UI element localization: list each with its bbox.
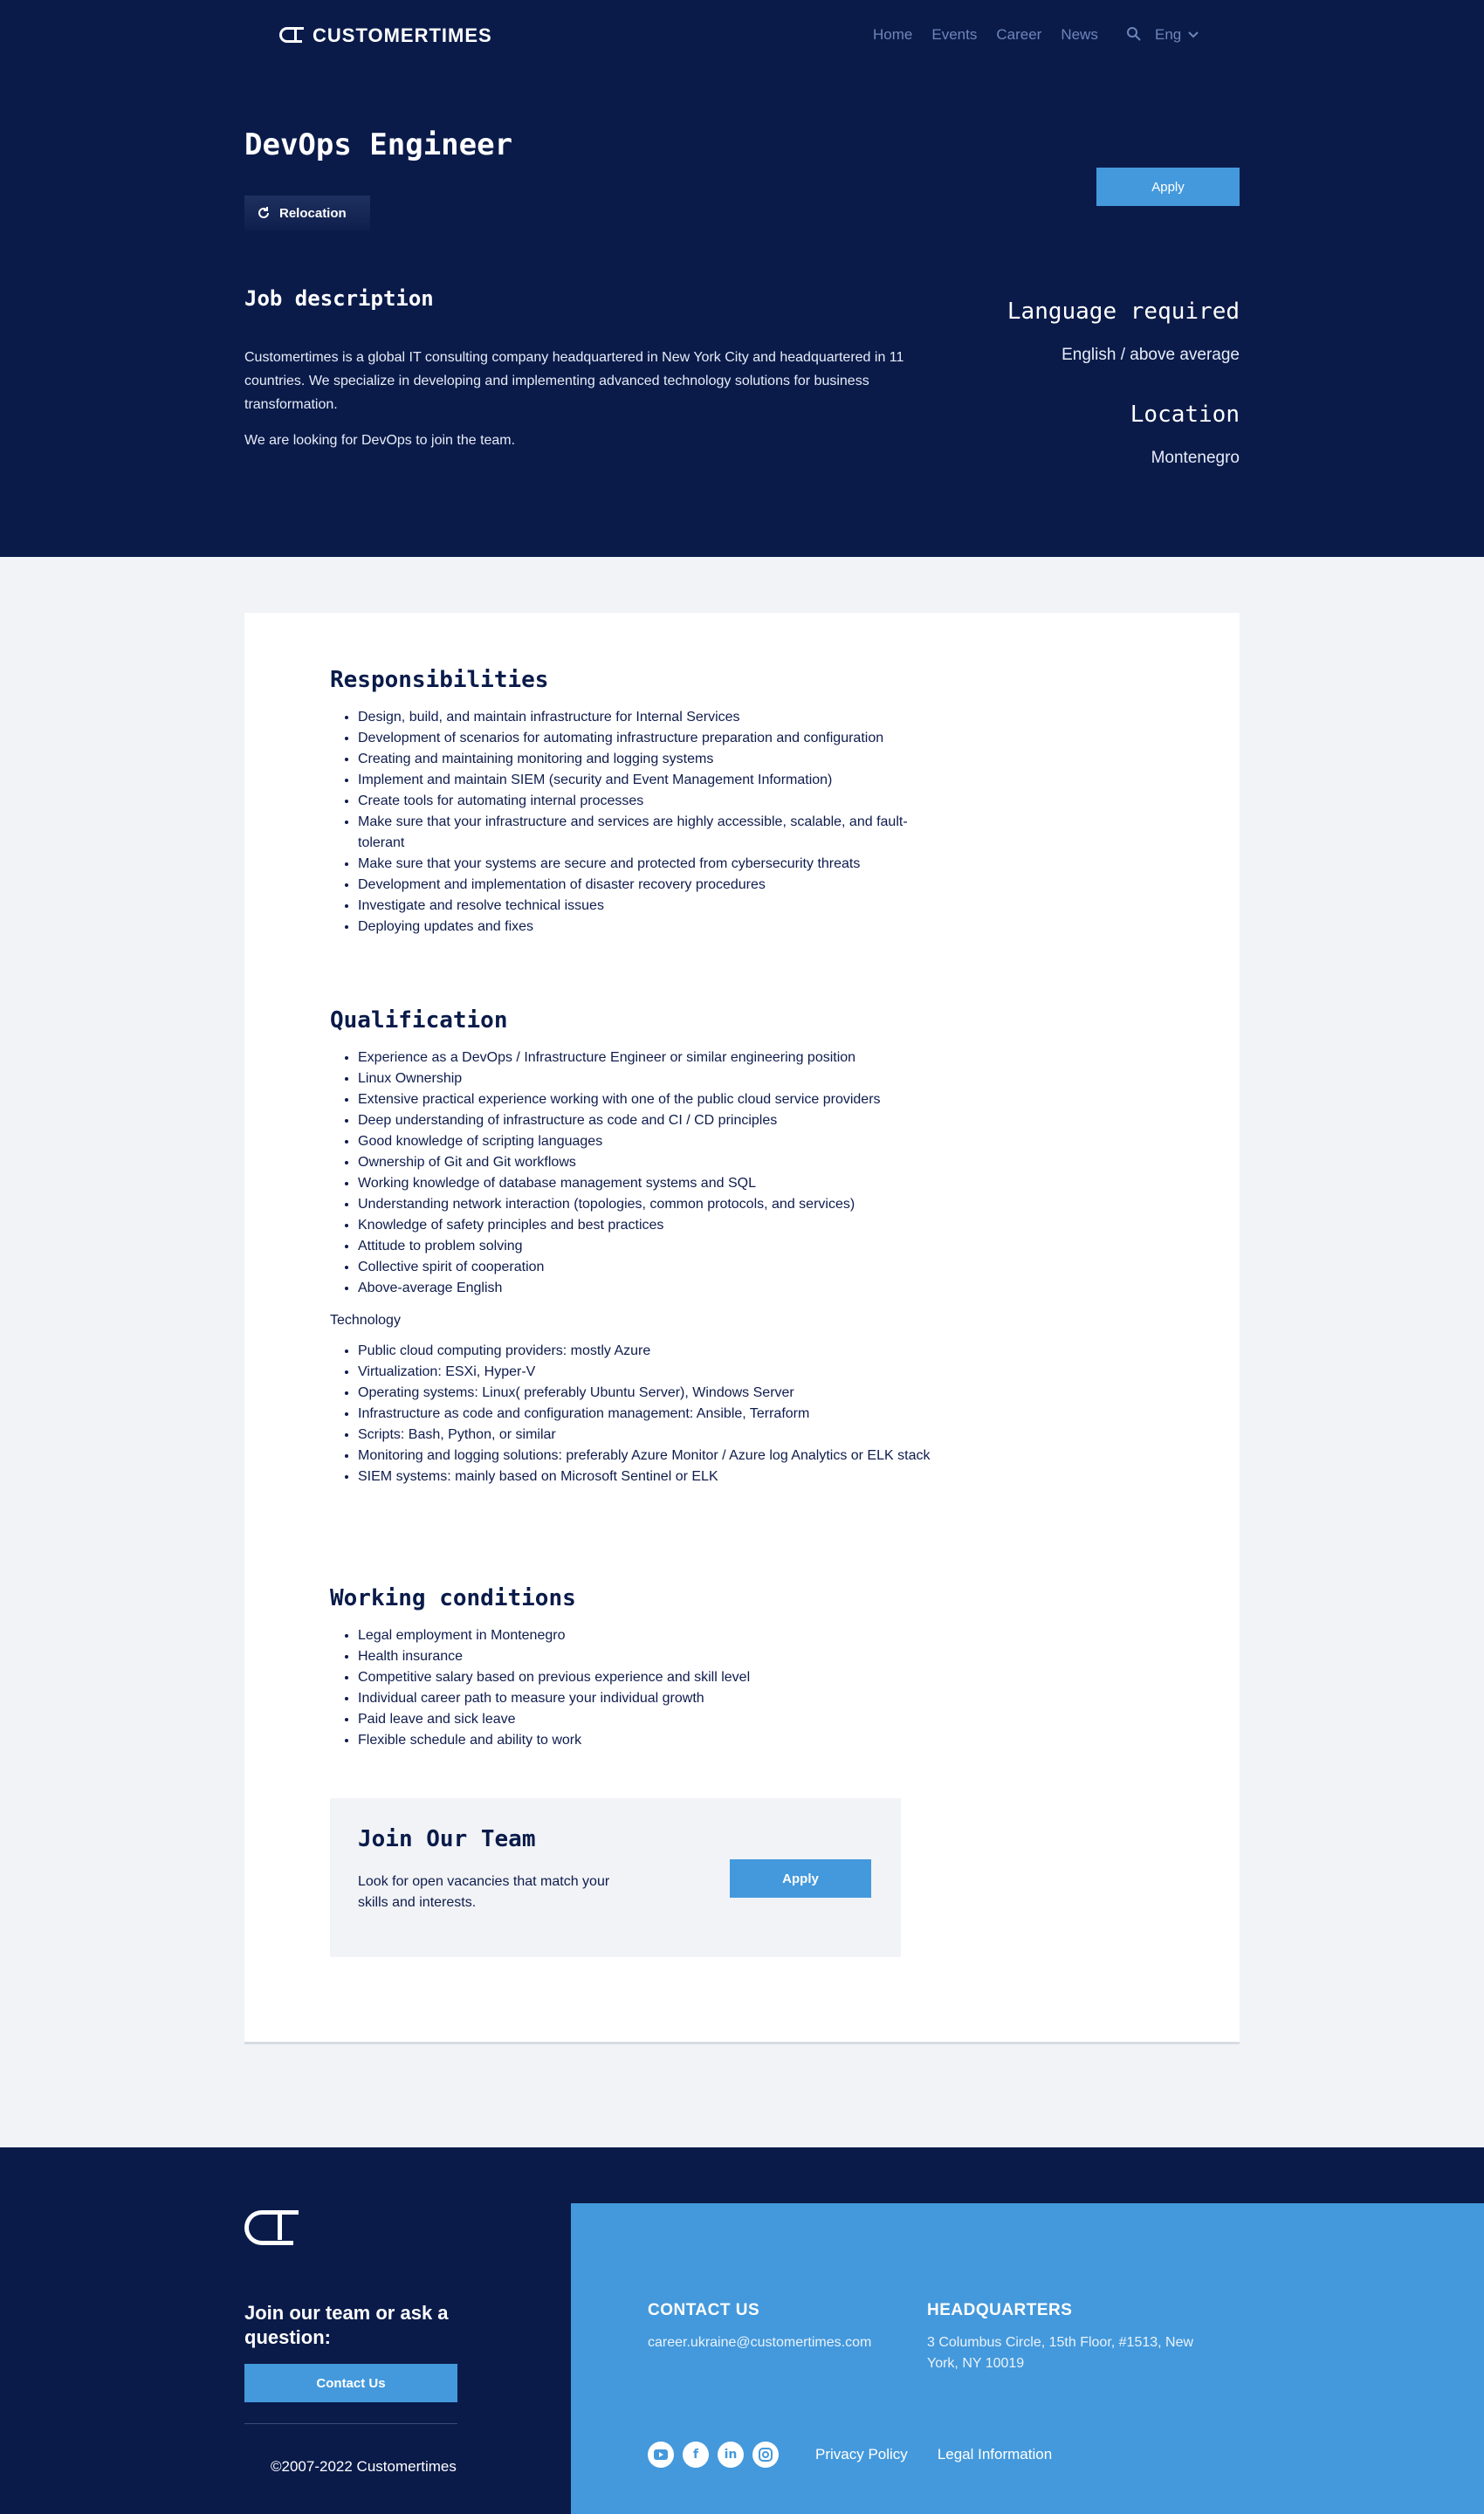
legal-information-link[interactable]: Legal Information [937,2446,1053,2462]
language-block [1007,299,1240,325]
list-item: • Infrastructure as code and configuration management: Ansible, Terraform [358,1404,941,1425]
list-item: • Knowledge of safety principles and best practices [358,1215,941,1236]
list-item: • Above-average English [358,1278,941,1299]
list-item: • Legal employment in Montenegro [358,1625,941,1646]
refresh-icon [257,206,271,220]
description-paragraph: We are looking for DevOps to join the team. [244,433,516,448]
join-title: Join Our Team [358,1826,536,1852]
logo-mark-icon [279,25,304,46]
headquarters-column [927,2301,1224,2374]
relocation-label: Relocation [279,205,347,221]
list-item: • SIEM systems: mainly based on Microsoft Sentinel or ELK [358,1466,941,1487]
footer-divider [244,2423,457,2424]
contact-email[interactable]: career.ukraine@customertimes.com [648,2335,872,2350]
language-value-block [1061,346,1240,365]
technology-list [330,1341,941,1487]
hero-section [0,0,1484,557]
contact-column [648,2301,871,2353]
language-label: Eng [1155,26,1182,43]
list-item: • Health insurance [358,1646,941,1667]
relocation-badge [244,196,370,230]
linkedin-icon[interactable]: in [718,2442,744,2468]
language-title: Language required [1007,299,1240,325]
list-item: • Monitoring and logging solutions: preferably Azure Monitor / Azure log Analytics or ELK stack [358,1446,941,1466]
join-our-team-block [330,1798,901,1957]
responsibilities-title: Responsibilities [330,667,549,693]
facebook-icon[interactable]: f [683,2442,709,2468]
list-item: • Development of scenarios for automating infrastructure preparation and configuration [358,728,941,749]
list-item: • Deep understanding of infrastructure as code and CI / CD principles [358,1110,941,1131]
working-conditions-section [330,1585,941,1751]
main-menu [873,26,1098,44]
list-item: • Investigate and resolve technical issues [358,896,941,917]
join-text: Look for open vacancies that match your skills and interests. [358,1874,610,1910]
logo[interactable] [279,23,492,49]
logo-text: CUSTOMERTIMES [313,24,492,46]
footer [0,2147,1484,2514]
list-item: • Attitude to problem solving [358,1236,941,1257]
qualification-title: Qualification [330,1007,508,1034]
nav-news[interactable]: News [1061,26,1098,43]
list-item: • Development and implementation of disaster recovery procedures [358,875,941,896]
list-item: • Virtualization: ESXi, Hyper-V [358,1362,941,1383]
nav-events[interactable]: Events [931,26,978,43]
top-nav [0,0,1484,70]
location-title: Location [1130,402,1240,428]
job-title: DevOps Engineer [244,127,513,162]
footer-links [815,2446,1052,2463]
footer-logo-icon[interactable] [244,2208,302,2250]
nav-home[interactable]: Home [873,26,913,43]
join-apply-button[interactable]: Apply [730,1859,871,1898]
job-details-card [244,613,1240,2044]
list-item: • Understanding network interaction (topologies, common protocols, and services) [358,1194,941,1215]
list-item: • Scripts: Bash, Python, or similar [358,1425,941,1446]
list-item: • Make sure that your systems are secure and protected from cybersecurity threats [358,854,941,875]
social-links [648,2442,779,2468]
location-value: Montenegro [1151,449,1240,467]
list-item: • Implement and maintain SIEM (security and Event Management Information) [358,770,941,791]
list-item: • Individual career path to measure your individual growth [358,1688,941,1709]
qualification-list [330,1048,941,1299]
search-icon[interactable] [1126,26,1142,42]
qualification-section [330,1007,941,1487]
list-item: • Operating systems: Linux( preferably Ubuntu Server), Windows Server [358,1383,941,1404]
list-item: • Flexible schedule and ability to work [358,1730,941,1751]
list-item: • Design, build, and maintain infrastructure for Internal Services [358,707,941,728]
description-paragraph: Customertimes is a global IT consulting company headquartered in New York City and headquartered in 11 countries. We specialize in developing and implementing advanced technology solutions for business transformation. [244,350,904,412]
language-selector[interactable] [1155,26,1199,44]
location-value-block [1151,449,1240,468]
technology-label: Technology [330,1313,401,1328]
responsibilities-list [330,707,941,938]
location-block [1130,402,1240,428]
nav-career[interactable]: Career [996,26,1042,43]
working-conditions-list [330,1625,941,1751]
headquarters-title: HEADQUARTERS [927,2301,1073,2319]
responsibilities-section [330,667,941,938]
working-conditions-title: Working conditions [330,1585,576,1611]
list-item: • Linux Ownership [358,1068,941,1089]
apply-button[interactable]: Apply [1096,168,1240,206]
list-item: • Extensive practical experience working with one of the public cloud service providers [358,1089,941,1110]
list-item: • Deploying updates and fixes [358,917,941,938]
list-item: • Ownership of Git and Git workflows [358,1152,941,1173]
headquarters-address: 3 Columbus Circle, 15th Floor, #1513, New York, NY 10019 [927,2335,1194,2371]
list-item: • Working knowledge of database management systems and SQL [358,1173,941,1194]
list-item: • Public cloud computing providers: mostly Azure [358,1341,941,1362]
list-item: • Experience as a DevOps / Infrastructure Engineer or similar engineering position [358,1048,941,1068]
list-item: • Collective spirit of cooperation [358,1257,941,1278]
list-item: • Make sure that your infrastructure and services are highly accessible, scalable, and fault-tolerant [358,812,941,854]
chevron-down-icon [1188,31,1199,38]
contact-title: CONTACT US [648,2301,760,2319]
list-item: • Create tools for automating internal processes [358,791,941,812]
contact-us-button[interactable]: Contact Us [244,2364,457,2402]
instagram-icon[interactable] [752,2442,779,2468]
list-item: • Competitive salary based on previous experience and skill level [358,1667,941,1688]
language-value: English / above average [1061,346,1240,364]
copyright: ©2007-2022 Customertimes [271,2458,457,2475]
youtube-icon[interactable] [648,2442,674,2468]
job-description-title: Job description [244,286,434,311]
footer-join-text: Join our team or ask a question: [244,2302,449,2348]
list-item: • Good knowledge of scripting languages [358,1131,941,1152]
job-description-text [244,346,960,464]
list-item: • Paid leave and sick leave [358,1709,941,1730]
privacy-policy-link[interactable]: Privacy Policy [815,2446,908,2462]
list-item: • Creating and maintaining monitoring and logging systems [358,749,941,770]
